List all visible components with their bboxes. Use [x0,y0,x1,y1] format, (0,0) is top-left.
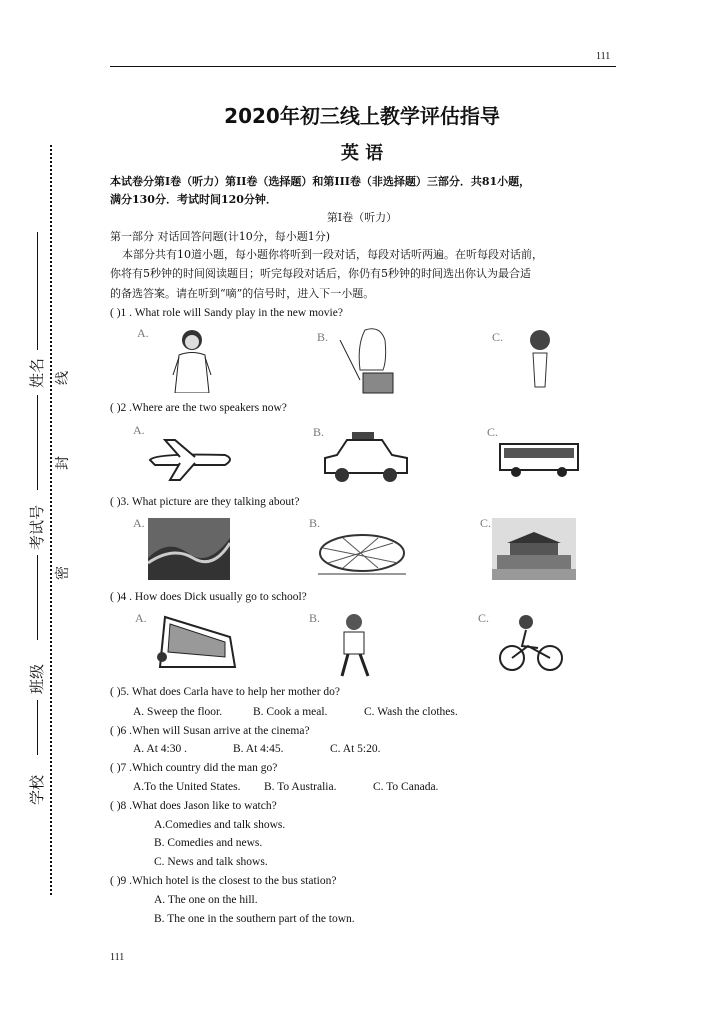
class-label: 班级 [28,663,46,694]
option-text: A.To the United States. [133,781,241,793]
bus-image [498,440,580,478]
name-label: 姓名 [28,357,46,388]
question-3: ( )3. What picture are they talking about? [110,496,300,508]
option-text: C. At 5:20. [330,743,381,755]
subway-train-image [150,612,238,670]
seal-char: 封 [55,456,71,470]
boy-walking-image [330,612,382,677]
option-text: A.Comedies and talk shows. [154,819,286,831]
option-label: B. [317,330,329,344]
seal-dotted-line [50,145,52,895]
option-text: B. At 4:45. [233,743,284,755]
option-label: C. [480,516,492,530]
seal-char: 密 [55,566,71,580]
question-8: ( )8 .What does Jason like to watch? [110,800,277,812]
section-title: 第I卷（听力） [326,211,398,224]
option-label: B. [309,516,321,530]
airplane-image [145,435,235,485]
teacher-image [335,325,405,395]
boy-cycling-image [498,612,564,674]
option-text: A. At 4:30 . [133,743,187,755]
question-9: ( )9 .Which hotel is the closest to the bus station? [110,875,337,887]
class-blank [37,555,38,640]
question-7: ( )7 .Which country did the man go? [110,762,278,774]
page-title: 2020年初三线上教学评估指导 [224,104,500,128]
option-text: B. To Australia. [264,781,337,793]
option-label: A. [137,326,149,340]
instruction-line: 你将有5秒钟的时间阅读题目；听完每段对话后，你仍有5秒钟的时间选出你认为最合适 [110,267,531,280]
question-1: ( )1 . What role will Sandy play in the new movie? [110,307,343,319]
name-blank [37,232,38,350]
taxi-image [322,430,410,485]
instruction-line: 的备选答案。请在听到“嘀”的信号时，进入下一小题。 [110,287,375,300]
woman-on-phone-image [165,325,220,393]
option-label: C. [492,330,504,344]
singer-image [515,325,560,390]
option-label: B. [313,425,325,439]
header-page-number: 111 [596,51,611,62]
option-label: C. [487,425,499,439]
option-label: A. [133,516,145,530]
exam-number-label: 考试号 [28,504,46,550]
option-label: A. [133,423,145,437]
option-label: C. [478,611,490,625]
school-label: 学校 [28,774,46,805]
question-2: ( )2 .Where are the two speakers now? [110,402,287,414]
question-5: ( )5. What does Carla have to help her mother do? [110,686,341,698]
intro-line: 本试卷分第I卷（听力）第II卷（选择题）和第III卷（非选择题）三部分．共81小题， [110,175,531,188]
option-text: C. Wash the clothes. [364,706,458,718]
question-6: ( )6 .When will Susan arrive at the cinema? [110,725,310,737]
option-text: B. Comedies and news. [154,837,263,849]
school-blank [37,700,38,755]
tiananmen-image [492,518,576,580]
question-4: ( )4 . How does Dick usually go to school? [110,591,307,603]
subject-title: 英 语 [340,143,384,164]
part-title: 第一部分 对话回答问题(计10分，每小题1分) [110,230,331,243]
birds-nest-stadium-image [318,528,406,578]
option-text: B. Cook a meal. [253,706,328,718]
intro-line: 满分130分．考试时间120分钟． [110,193,277,206]
seal-char: 线 [55,371,71,385]
option-text: C. To Canada. [373,781,439,793]
footer-page-number: 111 [110,952,125,963]
instruction-line: 本部分共有10道小题，每小题你将听到一段对话，每段对话听两遍。在听每段对话前， [122,248,543,261]
option-text: C. News and talk shows. [154,856,268,868]
great-wall-image [148,518,230,580]
exam-number-blank [37,395,38,490]
header-rule [110,66,616,67]
option-label: A. [135,611,147,625]
option-label: B. [309,611,321,625]
option-text: B. The one in the southern part of the town. [154,913,355,925]
option-text: A. The one on the hill. [154,894,258,906]
option-text: A. Sweep the floor. [133,706,223,718]
